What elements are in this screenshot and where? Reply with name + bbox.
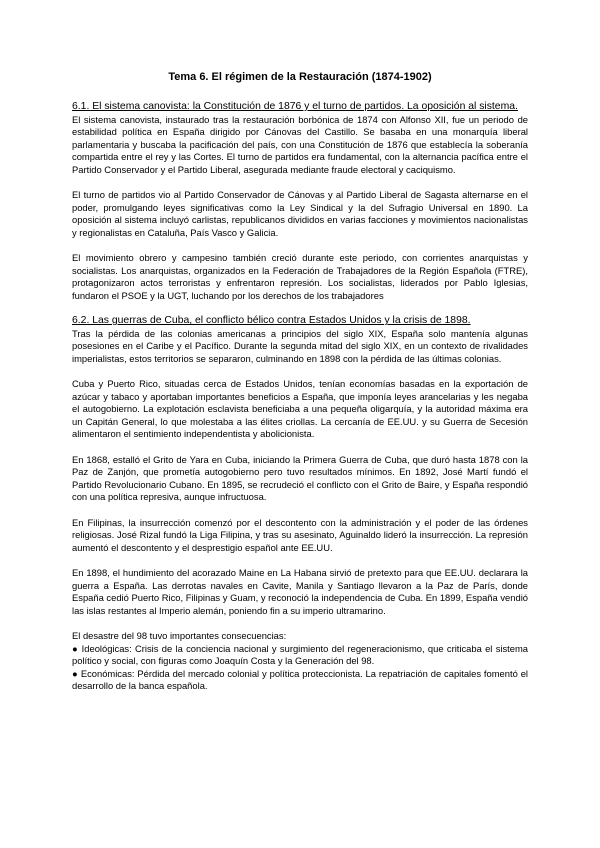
- section-heading-6-2: 6.2. Las guerras de Cuba, el conflicto bélico contra Estados Unidos y la crisis de 1898.: [72, 315, 471, 327]
- paragraph: El sistema canovista, instaurado tras la restauración borbónica de 1874 con Alfonso XII, fue un periodo de estabilidad política en España dirigido por Cánovas del Castillo. Se basaba en una monarquía liberal parlamentaria y buscaba la pacificación del país, con una Constitución de 1876 que establecía la soberanía compartida entre el rey y las Cortes. El turno de partidos era fundamental, con la alternancia pacífica entre el Partido Conservador y el Partido Liberal, asegurada mediante fraude electoral y caciquismo.: [72, 113, 528, 175]
- paragraph: En Filipinas, la insurrección comenzó por el descontento con la administración y el poder de las órdenes religiosas. José Rizal fundó la Liga Filipina, y tras su asesinato, Aguinaldo lideró la insurrección. La represión aumentó el descontento y el desprestigio español ante EE.UU.: [72, 516, 528, 553]
- paragraph: El movimiento obrero y campesino también creció durante este periodo, con corrientes anarquistas y socialistas. Los anarquistas, organizados en la Federación de Trabajadores de la Región Española (FTRE), protagonizaron actos terroristas y enfrentaron represión. Los socialistas, liderados por Pablo Iglesias, fundaron el PSOE y la UGT, luchando por los derechos de los trabajadores: [72, 252, 528, 301]
- consequence-item: ● Ideológicas: Crisis de la conciencia nacional y surgimiento del regeneracionismo, que criticaba el sistema político y social, con figuras como Joaquín Costa y la Generación del 98.: [72, 642, 528, 667]
- consequences-intro: El desastre del 98 tuvo importantes consecuencias:: [72, 629, 287, 641]
- paragraph: En 1868, estalló el Grito de Yara en Cuba, iniciando la Primera Guerra de Cuba, que duró hasta 1878 con la Paz de Zanjón, que prometía autogobierno pero tuvo resultados mínimos. En 1892, José Martí fundó el Partido Revolucionario Cubano. En 1895, se recrudeció el conflicto con el Grito de Baire, y España respondió con una política represiva, aunque infructuosa.: [72, 453, 528, 503]
- paragraph: Cuba y Puerto Rico, situadas cerca de Estados Unidos, tenían economías basadas en la exportación de azúcar y tabaco y aportaban importantes beneficios a España, que imponía leyes arancelarias y les negaba el autogobierno. La explotación esclavista beneficiaba a una pequeña oligarquía, y la autoridad máxima era un Capitán General, lo que molestaba a las élites criollas. La cercanía de EE.UU. y su Guerra de Secesión alimentaron el sentimiento independentista y abolicionista.: [72, 378, 528, 440]
- document-body: [72, 101, 528, 693]
- paragraph: En 1898, el hundimiento del acorazado Maine en La Habana sirvió de pretexto para que EE.UU. declarara la guerra a España. Las derrotas navales en Cavite, Manila y Santiago llevaron a la Paz de París, donde España cedió Puerto Rico, Filipinas y Guam, y reconoció la independencia de Cuba. En 1899, España vendió las islas restantes al Imperio alemán, poniendo fin a su imperio ultramarino.: [72, 566, 528, 616]
- consequence-item: ● Económicas: Pérdida del mercado colonial y política proteccionista. La repatriación de capitales fomentó el desarrollo de la banca española.: [72, 667, 528, 692]
- paragraph: Tras la pérdida de las colonias americanas a principios del siglo XIX, España solo mantenía algunas posesiones en el Caribe y el Pacífico. Durante la segunda mitad del siglo XIX, en un contexto de rivalidades imperialistas, estos territorios se separaron, culminando en 1898 con la pérdida de las últimas colonias.: [72, 327, 528, 364]
- section-heading-6-1: 6.1. El sistema canovista: la Constitución de 1876 y el turno de partidos. La oposición al sistema.: [72, 101, 518, 112]
- document-title: Tema 6. El régimen de la Restauración (1874-1902): [168, 71, 432, 83]
- paragraph: El turno de partidos vio al Partido Conservador de Cánovas y al Partido Liberal de Sagasta alternarse en el poder, promulgando leyes significativas como la Ley Sindical y la del Sufragio Universal en 1890. La oposición al sistema incluyó carlistas, republicanos divididos en varias facciones y movimientos nacionalistas y regionalistas en Cataluña, País Vasco y Galicia.: [72, 189, 528, 238]
